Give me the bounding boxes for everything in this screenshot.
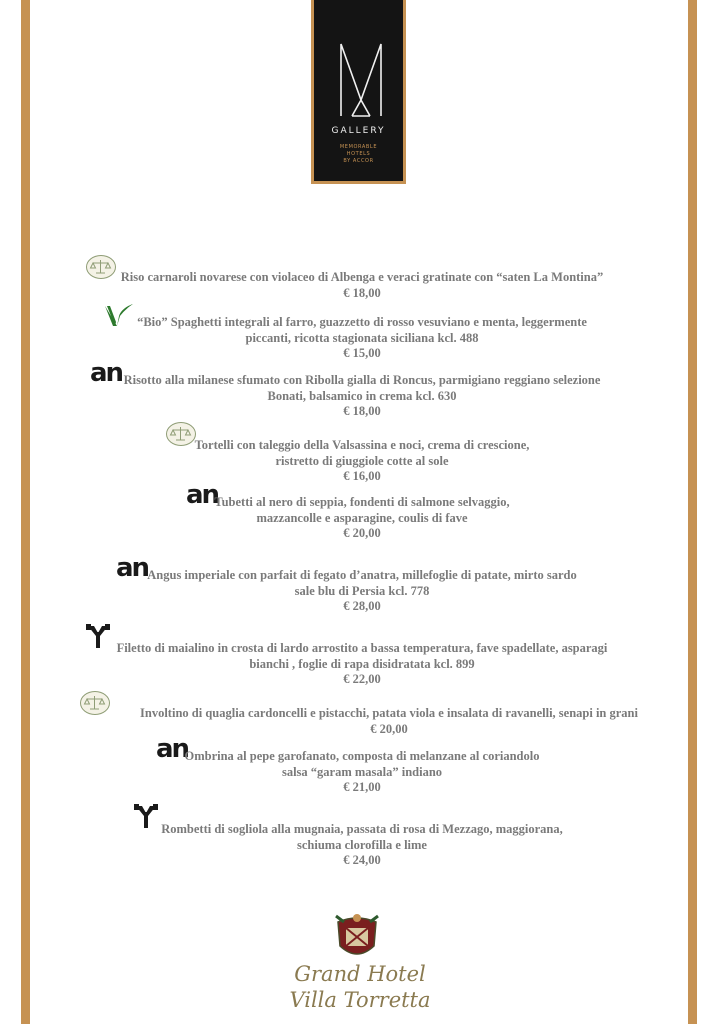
- an-icon: an: [156, 734, 189, 764]
- dish-price: € 28,00: [343, 599, 381, 613]
- dish-description: “Bio” Spaghetti integrali al farro, guazzetto di rosso vesuviano e menta, leggermente: [137, 315, 587, 329]
- dish-description: Rombetti di sogliola alla mugnaia, passata di rosa di Mezzago, maggiorana,: [161, 822, 563, 836]
- an-icon: an: [186, 480, 219, 510]
- dish-price: € 16,00: [343, 469, 381, 483]
- dish-description: Involtino di quaglia cardoncelli e pistacchi, patata viola e insalata di ravanelli, senapi in grani: [140, 706, 638, 720]
- dish-item: [60, 315, 664, 362]
- dish-description: Tubetti al nero di seppia, fondenti di salmone selvaggio,: [214, 495, 510, 509]
- dish-description: Riso carnaroli novarese con violaceo di Albenga e veraci gratinate con “saten La Montina”: [120, 270, 604, 284]
- dish-description: sale blu di Persia kcl. 778: [294, 583, 430, 598]
- dish-description: Filetto di maialino in crosta di lardo arrostito a bassa temperatura, fave spadellate, asparagi: [116, 641, 608, 655]
- dish-item: [60, 438, 664, 485]
- left-border: [21, 0, 30, 1024]
- dish-item: [60, 270, 664, 301]
- dish-price: € 15,00: [343, 346, 381, 360]
- dish-item: [60, 749, 664, 796]
- dish-item: [60, 495, 664, 542]
- mgallery-logo: [311, 0, 406, 184]
- hotel-crest-icon: [334, 912, 380, 964]
- dish-description: Angus imperiale con parfait di fegato d’anatra, millefoglie di patate, mirto sardo: [147, 568, 577, 582]
- an-icon: an: [116, 553, 149, 583]
- dish-price: € 24,00: [343, 853, 381, 867]
- dish-description: bianchi , foglie di rapa disidratata kcl. 899: [249, 656, 475, 671]
- dish-description: salsa “garam masala” indiano: [281, 764, 443, 779]
- dish-item: [74, 706, 704, 737]
- logo-gallery-text: GALLERY: [331, 126, 386, 136]
- dish-description: mazzancolle e asparagine, coulis di fave: [256, 510, 468, 525]
- dish-description: ristretto di giuggiole cotte al sole: [275, 453, 449, 468]
- hotel-name-line1: Grand Hotel: [294, 962, 426, 986]
- dish-description: schiuma clorofilla e lime: [297, 837, 427, 852]
- dish-description: piccanti, ricotta stagionata siciliana kcl. 488: [245, 330, 479, 345]
- dish-item: [60, 373, 664, 420]
- dish-description: Ombrina al pepe garofanato, composta di melanzane al coriandolo: [184, 749, 540, 763]
- dish-item: [60, 641, 664, 688]
- dish-description: Risotto alla milanese sfumato con Ribolla gialla di Roncus, parmigiano reggiano selezione: [123, 373, 601, 387]
- dish-price: € 18,00: [343, 404, 381, 418]
- dish-description: Bonati, balsamico in crema kcl. 630: [267, 388, 457, 403]
- hotel-name-line2: Villa Torretta: [289, 988, 431, 1012]
- dish-price: € 20,00: [370, 721, 408, 736]
- dish-item: [60, 822, 664, 869]
- right-border: [688, 0, 697, 1024]
- dish-price: € 22,00: [343, 672, 381, 686]
- dish-price: € 20,00: [343, 526, 381, 540]
- dish-price: € 21,00: [343, 780, 381, 794]
- an-icon: an: [90, 358, 123, 388]
- dish-item: [60, 568, 664, 615]
- dish-description: Tortelli con taleggio della Valsassina e noci, crema di crescione,: [194, 438, 530, 452]
- logo-subtitle: MEMORABLE HOTELS BY ACCOR: [339, 144, 378, 164]
- dish-price: € 18,00: [343, 285, 381, 300]
- mgallery-m-icon: [338, 40, 384, 120]
